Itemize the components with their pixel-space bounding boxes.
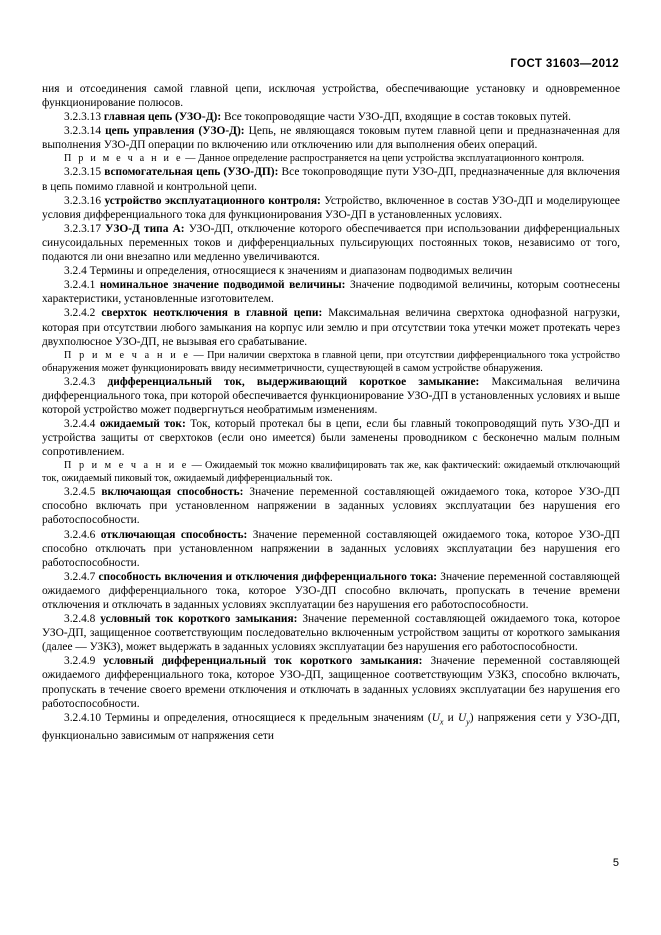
- clause-text: УЗО-ДП, отключение которого обеспечивается при использовании дифференциальных синусоидальных переменных токов и дифференциальных пульсирующих постоянных токов, независимо от того, подаются ли они внезапно или медленно увеличиваются.: [42, 222, 621, 264]
- clause-text: Значение подводимой величины, которым соотнесены характеристики, установленные изготовителем.: [42, 279, 620, 306]
- clause-text: Устройство, включенное в состав УЗО-ДП и моделирующее условия дифференциального тока для функционирования УЗО-ДП в установленных условиях.: [42, 194, 620, 221]
- clause-term: вспомогательная цепь (УЗО-ДП):: [104, 166, 279, 179]
- clause-3-2-4-3: [42, 375, 620, 417]
- clause-3-2-3-13: [42, 110, 620, 124]
- clause-text: Значение переменной составляющей ожидаемого дифференциального тока, которое УЗО-ДП способно включать, пропускать в течение времени отключения и отключать в заданных условиях эксплуатации без нарушения его работоспособности.: [42, 570, 620, 611]
- document-body: [42, 82, 620, 743]
- clause-3-2-3-15: [42, 165, 620, 193]
- clause-3-2-3-17: [42, 222, 620, 264]
- note-3: [42, 459, 620, 485]
- clause-3-2-4-2: [42, 306, 620, 348]
- clause-number: 3.2.4.5: [64, 486, 96, 499]
- note-label: П р и м е ч а н и е: [64, 153, 183, 165]
- clause-term: устройство эксплуатационного контроля:: [104, 194, 321, 207]
- clause-3-2-4-7: [42, 570, 620, 612]
- clause-number: 3.2.4.8: [64, 613, 96, 626]
- page-number: 5: [612, 857, 619, 869]
- clause-number: 3.2.4.7: [64, 570, 96, 583]
- clause-3-2-4-5: [42, 485, 620, 527]
- clause-term: дифференциальный ток, выдерживающий короткое замыкание:: [107, 375, 480, 388]
- note-text: — Данное определение распространяется на цепи устройства эксплуатационного контроля.: [182, 153, 585, 165]
- clause-text: Максимальная величина дифференциального тока, при которой обеспечивается функционирование УЗО-ДП в установленных условиях и выше которой устройство может подвергнуться необратимым изменениям.: [42, 375, 620, 416]
- clause-3-2-4-10: [42, 711, 620, 743]
- page-header: ГОСТ 31603—2012: [510, 58, 619, 70]
- clause-number: 3.2.3.13: [64, 111, 102, 124]
- clause-term: главная цепь (УЗО-Д):: [103, 111, 222, 124]
- clause-text: Термины и определения, относящиеся к значениям и диапазонам подводимых величин: [86, 265, 513, 278]
- clause-text: Значение переменной составляющей ожидаемого тока, которое УЗО-ДП способно отключать при установленном напряжении в заданных условиях эксплуатации без нарушения его работоспособности.: [42, 528, 620, 569]
- clause-number: 3.2.3.17: [64, 222, 102, 235]
- clause-number: 3.2.3.14: [64, 125, 102, 138]
- clause-term: цепь управления (УЗО-Д):: [105, 125, 245, 138]
- variable-uy-subscript: y: [466, 717, 470, 727]
- clause-term: номинальное значение подводимой величины:: [99, 279, 346, 292]
- clause-text: Значение переменной составляющей ожидаемого дифференциального тока, которое УЗО-ДП, защищенное соответствующим УЗКЗ, способно включать, пропускать в течение своего времени отключения и отключать в заданных условиях эксплуатации без нарушения его работоспособности.: [42, 655, 620, 710]
- clause-3-2-4-1: [42, 278, 620, 306]
- clause-3-2-3-16: [42, 194, 620, 222]
- clause-text: Цепь, не являющаяся токовым путем главной цепи и предназначенная для выполнения УЗО-ДП операции по включению или отключению или для выполнения обеих операций.: [42, 125, 620, 152]
- clause-3-2-3-14: [42, 124, 620, 152]
- conjunction: и: [443, 711, 458, 724]
- clause-3-2-4-4: [42, 417, 620, 459]
- variable-ux: U: [431, 711, 440, 724]
- clause-text: Ток, который протекал бы в цепи, если бы главный токопроводящий путь УЗО-ДП и устройства защиты от сверхтоков (если оно имеется) были заменены проводником с бесконечно малым полным сопротивлением.: [42, 417, 620, 459]
- note-2: [42, 349, 620, 375]
- clause-text: Термины и определения, относящиеся к предельным значениям (: [101, 711, 432, 724]
- clause-number: 3.2.4.3: [64, 375, 96, 388]
- clause-number: 3.2.4.10: [64, 711, 102, 724]
- paragraph-text: ния и отсоединения самой главной цепи, исключая устройства, обеспечивающие установку и одновременное функционирование полюсов.: [42, 83, 620, 110]
- note-text: — При наличии сверхтока в главной цепи, при отсутствии дифференциального тока устройство обнаружения может функционировать ввиду несимметричности, существующей в самом устройстве обнаружения.: [42, 349, 620, 374]
- clause-term: УЗО-Д типа А:: [105, 222, 185, 235]
- note-1: [42, 152, 620, 165]
- clause-text-end: ) напряжения сети у УЗО-ДП, функционально зависимым от напряжения сети: [42, 711, 620, 743]
- clause-number: 3.2.4.1: [64, 279, 96, 292]
- clause-3-2-4-9: [42, 654, 620, 710]
- clause-3-2-4-8: [42, 612, 620, 654]
- variable-uy: U: [457, 711, 467, 724]
- note-text: — Ожидаемый ток можно квалифицировать так же, как фактический: ожидаемый отключающий ток, ожидаемый пиковый ток, ожидаемый дифференциальный ток.: [42, 460, 620, 485]
- clause-term: сверхток неотключения в главной цепи:: [101, 307, 323, 320]
- paragraph-continuation: [42, 82, 620, 110]
- clause-text: Значение переменной составляющей ожидаемого тока, которое УЗО-ДП, защищенное соответствующим последовательно включенным устройством защиты от короткого замыкания (далее — УЗКЗ), может выдержать в заданных условиях эксплуатации без нарушения его работоспособности.: [42, 613, 620, 654]
- clause-term: отключающая способность:: [100, 528, 248, 541]
- clause-term: условный ток короткого замыкания:: [100, 613, 298, 626]
- clause-3-2-4-6: [42, 528, 620, 570]
- clause-number: 3.2.3.16: [64, 194, 102, 207]
- clause-3-2-4: [42, 264, 620, 278]
- clause-text: Все токопроводящие части УЗО-ДП, входящие в состав токовых путей.: [221, 111, 571, 124]
- variable-ux-subscript: x: [439, 717, 444, 727]
- clause-term: включающая способность:: [101, 486, 244, 499]
- clause-number: 3.2.4.9: [64, 655, 96, 668]
- clause-number: 3.2.4: [64, 265, 87, 278]
- note-label: П р и м е ч а н и е: [64, 349, 191, 361]
- clause-text: Максимальная величина сверхтока однофазной нагрузки, которая при отсутствии любого замыкания на корпус или землю и при отсутствии тока утечки может протекать через двухполюсное УЗО-ДП, не вызывая его срабатывание.: [42, 307, 620, 348]
- clause-text: Значение переменной составляющей ожидаемого тока, которое УЗО-ДП способно включать при установленном напряжении в заданных условиях эксплуатации без нарушения его работоспособности.: [42, 486, 620, 527]
- note-label: П р и м е ч а н и е: [64, 460, 189, 472]
- clause-term: ожидаемый ток:: [99, 417, 186, 430]
- clause-term: способность включения и отключения дифференциального тока:: [98, 570, 438, 583]
- clause-number: 3.2.4.6: [64, 528, 96, 541]
- clause-number: 3.2.4.2: [64, 307, 96, 320]
- clause-term: условный дифференциальный ток короткого замыкания:: [103, 655, 423, 668]
- clause-number: 3.2.4.4: [64, 417, 96, 430]
- clause-text: Все токопроводящие пути УЗО-ДП, предназначенные для включения в цепь помимо главной и контрольной цепи.: [42, 166, 621, 193]
- clause-number: 3.2.3.15: [64, 166, 102, 179]
